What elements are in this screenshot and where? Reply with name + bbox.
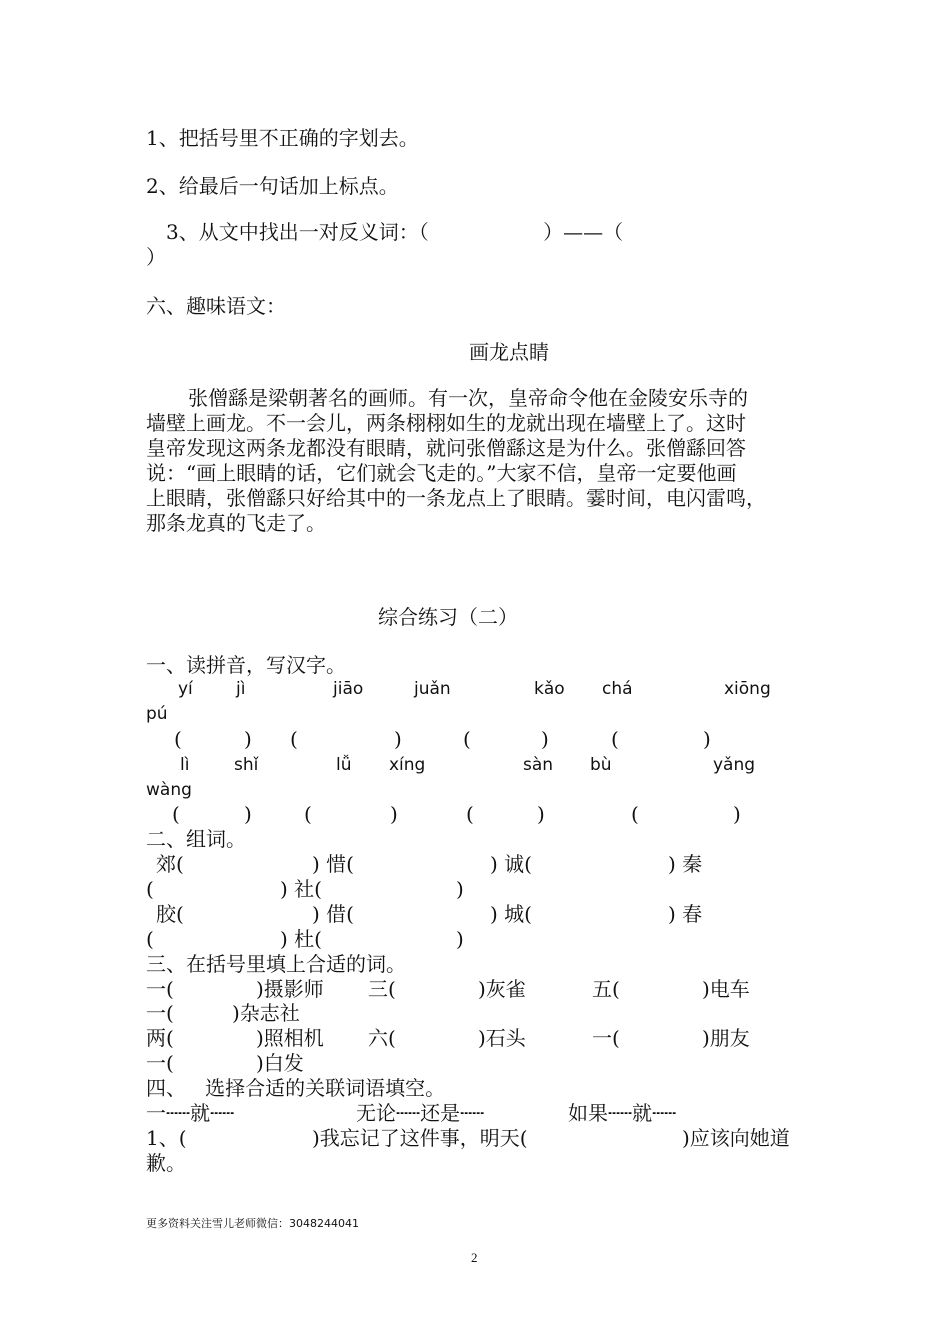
fill-item: 两( (146, 1026, 174, 1050)
story-line: 那条龙真的飞走了。 (146, 511, 326, 535)
story-line: 墙壁上画龙。不一会儿，两条栩栩如生的龙就出现在墙壁上了。这时 (146, 411, 746, 435)
pinyin: chá (602, 679, 633, 699)
footer-note: 更多资料关注雪儿老师微信：3048244041 (146, 1217, 359, 1230)
fill-item: 三( (368, 977, 396, 1001)
part2-heading: 二、组词。 (146, 827, 246, 851)
pinyin: xíng (389, 755, 426, 775)
pinyin: jiāo (333, 679, 364, 699)
fill-item: )白发 (256, 1051, 304, 1075)
question-2: 2、给最后一句话加上标点。 (146, 174, 399, 198)
pinyin: lǚ (336, 755, 352, 775)
word-char: ) 春 (668, 902, 703, 926)
word-char: ) (456, 927, 464, 951)
fill-item: )灰雀 (478, 977, 526, 1001)
word-char: 郊( (156, 852, 184, 876)
fill-item: )照相机 (256, 1026, 324, 1050)
blank-open: ( (466, 802, 474, 826)
blank-close: ) (733, 802, 741, 826)
part4-q1-seg: )我忘记了这件事，明天( (312, 1126, 528, 1150)
section-heading: 六、趣味语文： (146, 294, 286, 318)
blank-open: ( (172, 802, 180, 826)
pinyin: bù (590, 755, 612, 775)
fill-item: )电车 (702, 977, 750, 1001)
blank-open: ( (290, 727, 298, 751)
blank-open: ( (611, 727, 619, 751)
question-1: 1、把括号里不正确的字划去。 (146, 126, 419, 150)
part1-heading: 一、读拼音，写汉字。 (146, 653, 346, 677)
blank-close: ) (541, 727, 549, 751)
word-char: ) (456, 877, 464, 901)
part4-q1-seg: 1、( (146, 1126, 187, 1150)
word-char: ) 惜( (312, 852, 354, 876)
word-char: ) 城( (490, 902, 532, 926)
blank-close: ) (244, 802, 252, 826)
word-char: ) 社( (280, 877, 322, 901)
pinyin: juǎn (414, 679, 451, 699)
story-line: 上眼睛，张僧繇只好给其中的一条龙点上了眼睛。霎时间，电闪雷鸣， (146, 486, 766, 510)
fill-item: 五( (592, 977, 620, 1001)
story-line: 说：“画上眼睛的话，它们就会飞走的。”大家不信，皇帝一定要他画 (146, 461, 737, 485)
conjunction-option: 如果┄┄就┄┄ (568, 1101, 677, 1125)
blank-open: ( (174, 727, 182, 751)
pinyin: lì (180, 755, 190, 775)
pinyin: yí (178, 679, 193, 699)
fill-item: )摄影师 (256, 977, 324, 1001)
blank-close: ) (394, 727, 402, 751)
blank-open: ( (463, 727, 471, 751)
blank-open: ( (304, 802, 312, 826)
fill-item: 一( (146, 1051, 174, 1075)
blank-close: ) (244, 727, 252, 751)
word-char: ) 借( (312, 902, 354, 926)
pinyin: kǎo (534, 679, 565, 699)
fill-item: )朋友 (702, 1026, 750, 1050)
fill-item: )杂志社 (232, 1001, 300, 1025)
blank-close: ) (703, 727, 711, 751)
pinyin: xiōng (724, 679, 771, 699)
word-char: ) 秦 (668, 852, 703, 876)
blank-open: ( (631, 802, 639, 826)
fill-item: 一( (146, 977, 174, 1001)
blank-close: ) (537, 802, 545, 826)
pinyin: pú (146, 704, 168, 724)
fill-item: 一( (146, 1001, 174, 1025)
blank-close: ) (390, 802, 398, 826)
story-title: 画龙点睛 (469, 340, 549, 364)
word-char: 胶( (156, 902, 184, 926)
pinyin: yǎng (713, 755, 756, 775)
part4-heading: 四、 选择合适的关联词语填空。 (146, 1076, 446, 1100)
story-line: 皇帝发现这两条龙都没有眼睛，就问张僧繇这是为什么。张僧繇回答 (146, 436, 746, 460)
pinyin: sàn (523, 755, 554, 775)
story-line: 张僧繇是梁朝著名的画师。有一次，皇帝命令他在金陵安乐寺的 (188, 386, 748, 410)
word-char: ( (146, 877, 154, 901)
exercise-title: 综合练习（二） (378, 605, 518, 629)
question-3-cont: ） (146, 245, 166, 269)
pinyin: wàng (146, 780, 192, 800)
pinyin: shǐ (234, 755, 259, 775)
fill-item: 六( (368, 1026, 396, 1050)
part4-q1-cont: 歉。 (146, 1151, 186, 1175)
word-char: ( (146, 927, 154, 951)
fill-item: )石头 (478, 1026, 526, 1050)
question-3: 3、从文中找出一对反义词：（ ）——（ (166, 220, 624, 244)
fill-item: 一( (592, 1026, 620, 1050)
part3-heading: 三、在括号里填上合适的词。 (146, 952, 406, 976)
conjunction-option: 无论┄┄还是┄┄ (356, 1101, 485, 1125)
page-number: 2 (471, 1250, 478, 1265)
part4-q1-seg: )应该向她道 (682, 1126, 790, 1150)
conjunction-option: 一┄┄就┄┄ (146, 1101, 235, 1125)
word-char: ) 诚( (490, 852, 532, 876)
pinyin: jì (236, 679, 246, 699)
word-char: ) 杜( (280, 927, 322, 951)
